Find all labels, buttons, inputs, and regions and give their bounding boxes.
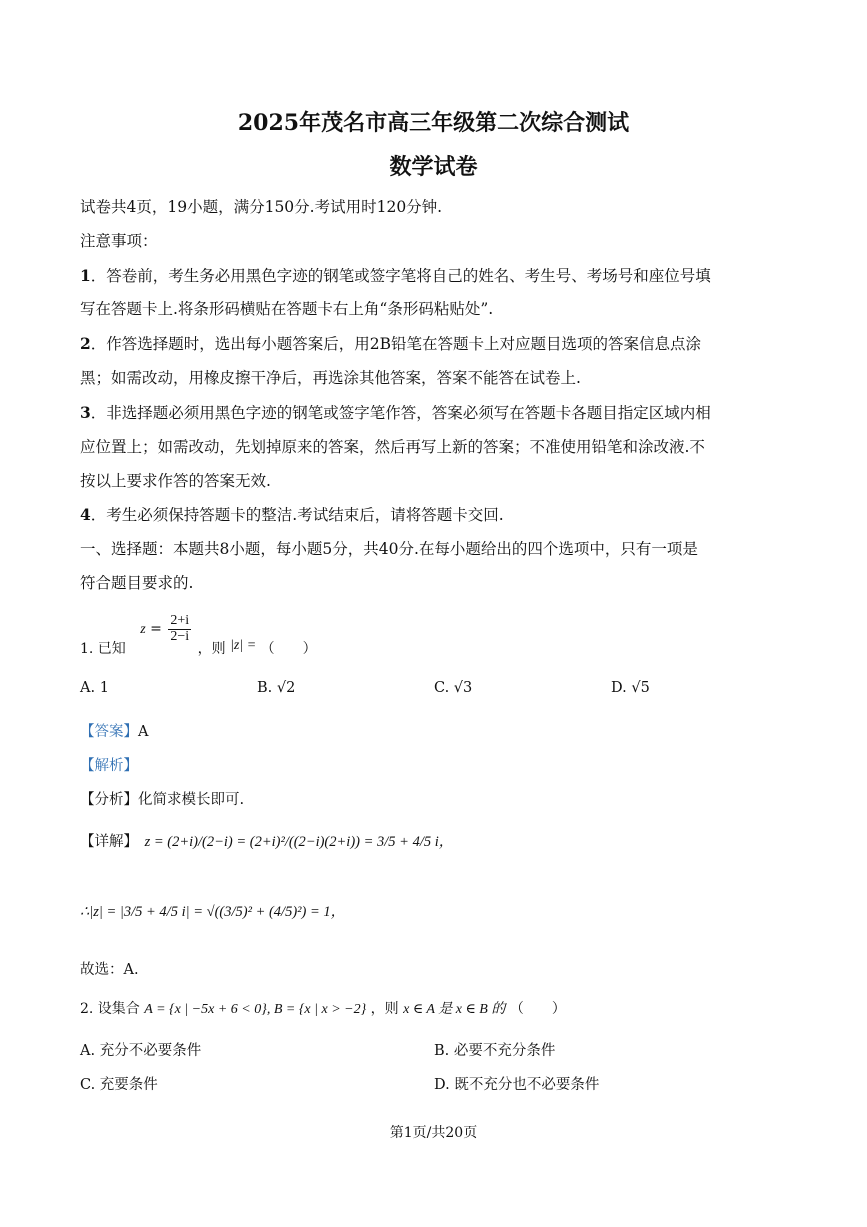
page-title: 2025年茂名市高三年级第二次综合测试 [237, 110, 630, 136]
exam-info: 试卷共4页，19小题，满分150分.考试用时120分钟. [80, 198, 443, 216]
notice-item-4-line-1: 4．考生必须保持答题卡的整洁.考试结束后，请将答题卡交回. [80, 505, 504, 524]
notice-item-1-line-2: 写在答题卡上.将条形码横贴在答题卡右上角“条形码粘贴处”. [80, 300, 494, 318]
section-heading-line-2: 符合题目要求的. [80, 574, 194, 592]
question-1-stem: 1. 已知 z = $\frac{2+i}{2-i}$ ，则 |z| = （ ） [80, 613, 317, 658]
q1-detail-line-1: 【详解】 z = (2+i)/(2−i) = (2+i)²/((2−i)(2+i)) = 3/5 + 4/5 i， [80, 834, 454, 850]
notice-item-1-line-1: 1．答卷前，考生务必用黑色字迹的钢笔或签字笔将自己的姓名、考生号、考场号和座位号填 [80, 266, 711, 285]
notice-label: 注意事项： [80, 232, 158, 250]
q1-detail-line-2: ∴|z| = |3/5 + 4/5 i| = √((3/5)² + (4/5)²) = 1， [80, 904, 346, 920]
q2-option-d: D. 既不充分也不必要条件 [434, 1077, 600, 1093]
q2-option-a: A. 充分不必要条件 [80, 1043, 202, 1059]
q1-option-d: D. √5 [611, 680, 650, 696]
page-subtitle: 数学试卷 [389, 154, 478, 180]
notice-item-2-line-1: 2．作答选择题时，选出每小题答案后，用2B铅笔在答题卡上对应题目选项的答案信息点涂 [80, 334, 702, 353]
section-heading-line-1: 一、选择题：本题共8小题，每小题5分，共40分.在每小题给出的四个选项中，只有一项是 [80, 540, 698, 558]
q2-option-b: B. 必要不充分条件 [434, 1043, 556, 1059]
q2-option-c: C. 充要条件 [80, 1077, 158, 1093]
notice-item-3-line-2: 应位置上；如需改动，先划掉原来的答案，然后再写上新的答案；不准使用铅笔和涂改液.不 [80, 438, 705, 456]
q1-fraction: $\frac{2+i}{2-i}$ [170, 613, 190, 644]
notice-item-2-line-2: 黑；如需改动，用橡皮擦干净后，再选涂其他答案，答案不能答在试卷上. [80, 369, 581, 387]
q1-analysis-tag: 【解析】 [80, 758, 138, 774]
page-footer: 第1页/共20页 [389, 1125, 478, 1141]
q1-option-a: A. 1 [80, 680, 109, 696]
q1-conclusion: 故选：A. [80, 962, 139, 978]
notice-item-3-line-3: 按以上要求作答的答案无效. [80, 472, 271, 490]
q1-fenxi: 【分析】化简求模长即可. [80, 792, 245, 808]
q1-option-c: C. √3 [434, 680, 473, 696]
q1-option-b: B. √2 [257, 680, 296, 696]
notice-item-3-line-1: 3．非选择题必须用黑色字迹的钢笔或签字笔作答，答案必须写在答题卡各题目指定区域内相 [80, 403, 711, 422]
question-2-stem: 2. 设集合 A = {x | −5x + 6 < 0}, B = {x | x > −2} ，则 x ∈ A 是 x ∈ B 的 （ ） [80, 1001, 566, 1017]
q1-answer: 【答案】A [80, 724, 149, 740]
